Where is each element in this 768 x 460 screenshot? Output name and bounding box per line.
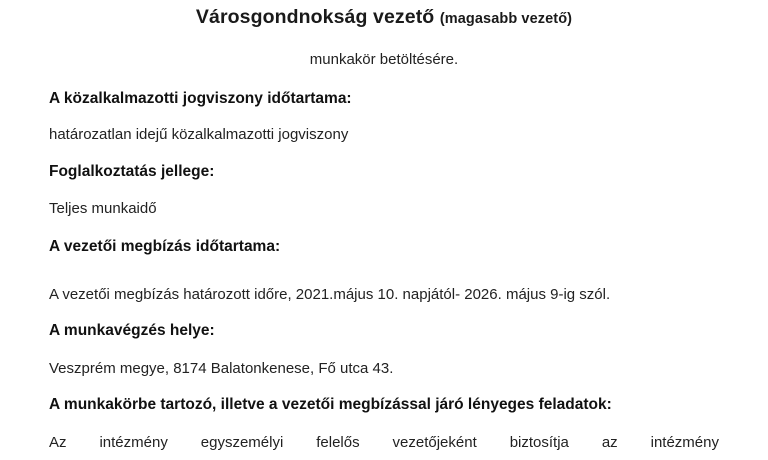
word: vezetőjeként bbox=[392, 434, 477, 451]
section-heading-mandate-duration: A vezetői megbízás időtartama: bbox=[49, 238, 281, 255]
section-heading-workplace: A munkavégzés helye: bbox=[49, 322, 215, 339]
document-subtitle: munkakör betöltésére. bbox=[309, 51, 459, 68]
section-text-employment-duration: határozatlan idejű közalkalmazotti jogviszony bbox=[49, 126, 349, 143]
title-parenthetical: (magasabb vezető) bbox=[439, 11, 573, 27]
title-main: Városgondnokság vezető bbox=[195, 6, 435, 28]
section-text-workplace: Veszprém megye, 8174 Balatonkenese, Fő utca 43. bbox=[49, 360, 394, 377]
word: intézmény bbox=[99, 434, 168, 451]
word: felelős bbox=[316, 434, 360, 451]
document-title bbox=[0, 6, 768, 29]
word: intézmény bbox=[650, 434, 719, 451]
section-heading-employment-type: Foglalkoztatás jellege: bbox=[49, 163, 215, 180]
word: biztosítja bbox=[509, 434, 569, 451]
section-text-employment-type: Teljes munkaidő bbox=[49, 200, 157, 217]
section-heading-duties: A munkakörbe tartozó, illetve a vezetői megbízással járó lényeges feladatok: bbox=[49, 396, 612, 413]
word: Az bbox=[49, 434, 67, 451]
word: egyszemélyi bbox=[200, 434, 284, 451]
word: az bbox=[601, 434, 618, 451]
section-text-duties bbox=[49, 434, 719, 451]
section-heading-employment-duration: A közalkalmazotti jogviszony időtartama: bbox=[49, 90, 352, 107]
section-text-mandate-duration: A vezetői megbízás határozott időre, 2021.május 10. napjától- 2026. május 9-ig szól. bbox=[49, 286, 611, 303]
